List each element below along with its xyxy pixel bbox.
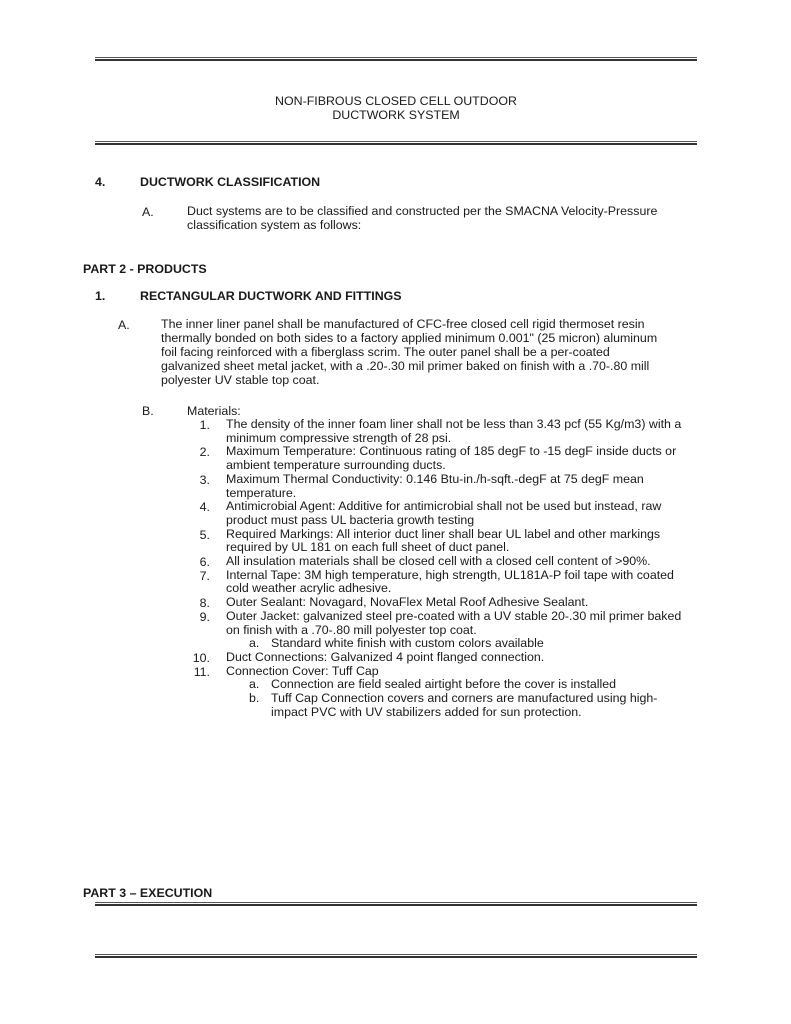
list-item-text: Maximum Thermal Conductivity: 0.146 Btu-in./h-sqft.-degF at 75 degF mean xyxy=(226,471,644,486)
list-item-number: 10. xyxy=(192,650,210,665)
list-item-text: on finish with a .70-.80 mill polyester top coat. xyxy=(226,622,477,637)
section1-b-label: B. xyxy=(142,404,154,418)
list-item-text: Internal Tape: 3M high temperature, high strength, UL181A-P foil tape with coated xyxy=(226,567,674,582)
section1-a-line: polyester UV stable top coat. xyxy=(161,373,320,387)
list-item-number: 9. xyxy=(199,609,210,624)
list-item-text: All insulation materials shall be closed cell with a closed cell content of >90%. xyxy=(226,554,651,568)
list-item-number: 8. xyxy=(199,596,210,611)
list-item-text: temperature. xyxy=(226,485,297,500)
section1-a-line: The inner liner panel shall be manufactured of CFC-free closed cell rigid thermoset resin xyxy=(161,317,645,331)
list-item-text: Maximum Temperature: Continuous rating of 185 degF to -15 degF inside ducts or xyxy=(226,444,677,459)
list-item-text: minimum compressive strength of 28 psi. xyxy=(226,430,452,445)
list-subitem-letter: a. xyxy=(249,677,260,692)
section1-a-line: galvanized sheet metal jacket, with a .20-.30 mil primer baked on finish with a .70-.80 mill xyxy=(161,359,650,373)
list-item-text: cold weather acrylic adhesive. xyxy=(226,581,392,596)
part3-heading: PART 3 – EXECUTION xyxy=(83,886,213,900)
section4-number: 4. xyxy=(95,175,106,189)
part3-rule xyxy=(95,902,697,906)
list-subitem-letter: a. xyxy=(249,636,260,651)
list-item-number: 7. xyxy=(199,568,210,583)
section4-heading: DUCTWORK CLASSIFICATION xyxy=(140,175,321,189)
section1-number: 1. xyxy=(95,289,106,303)
list-item-number: 5. xyxy=(199,527,210,542)
list-subitem-letter: b. xyxy=(249,691,260,705)
section1-a-line: thermally bonded on both sides to a factory applied minimum 0.001" (25 micron) aluminum xyxy=(161,331,658,345)
list-item-text: Tuff Cap Connection covers and corners are manufactured using high- xyxy=(271,691,658,705)
list-item-text: Connection are field sealed airtight before the cover is installed xyxy=(271,677,617,692)
list-item-text: Required Markings: All interior duct liner shall bear UL label and other markings xyxy=(226,526,661,541)
list-item-text: Outer Sealant: Novagard, NovaFlex Metal Roof Adhesive Sealant. xyxy=(226,595,589,610)
list-item-number: 4. xyxy=(199,500,210,515)
list-item-text: Outer Jacket: galvanized steel pre-coated with a UV stable 20-.30 mil primer baked xyxy=(226,608,682,623)
section1-a-label: A. xyxy=(118,318,130,332)
list-item-number: 6. xyxy=(199,555,210,569)
list-item-text: impact PVC with UV stabilizers added for sun protection. xyxy=(271,704,582,719)
list-item-text: product must pass UL bacteria growth testing xyxy=(226,512,475,527)
list-item-number: 11. xyxy=(193,664,210,679)
bottom-rule xyxy=(95,954,697,958)
list-item-number: 2. xyxy=(199,445,210,460)
list-item-text: required by UL 181 on each full sheet of duct panel. xyxy=(226,540,510,555)
list-item-text: Duct Connections: Galvanized 4 point flanged connection. xyxy=(226,649,545,664)
list-item-text: Standard white finish with custom colors available xyxy=(271,636,544,651)
list-item-text: Connection Cover: Tuff Cap xyxy=(226,663,379,678)
list-item-text: ambient temperature surrounding ducts. xyxy=(226,458,446,473)
list-item-number: 1. xyxy=(199,418,210,432)
section4-a-label: A. xyxy=(142,205,154,219)
list-item-text: Antimicrobial Agent: Additive for antimicrobial shall not be used but instead, raw xyxy=(226,499,662,514)
section1-a-line: foil facing reinforced with a fiberglass scrim. The outer panel shall be a per-coated xyxy=(161,345,610,359)
list-item-number: 3. xyxy=(199,472,210,487)
section1-heading: RECTANGULAR DUCTWORK AND FITTINGS xyxy=(140,289,402,303)
top-rule xyxy=(95,57,697,61)
section4-a-line2: classification system as follows: xyxy=(187,218,362,232)
part2-heading: PART 2 - PRODUCTS xyxy=(83,262,207,276)
list-item-text: The density of the inner foam liner shall not be less than 3.43 pcf (55 Kg/m3) with a xyxy=(226,417,682,431)
materials-heading: Materials: xyxy=(187,404,241,418)
header-rule xyxy=(95,141,697,145)
document-title-line2: DUCTWORK SYSTEM xyxy=(332,108,460,122)
section4-a-line1: Duct systems are to be classified and constructed per the SMACNA Velocity-Pressure xyxy=(187,204,658,218)
document-title-line1: NON-FIBROUS CLOSED CELL OUTDOOR xyxy=(275,94,517,108)
